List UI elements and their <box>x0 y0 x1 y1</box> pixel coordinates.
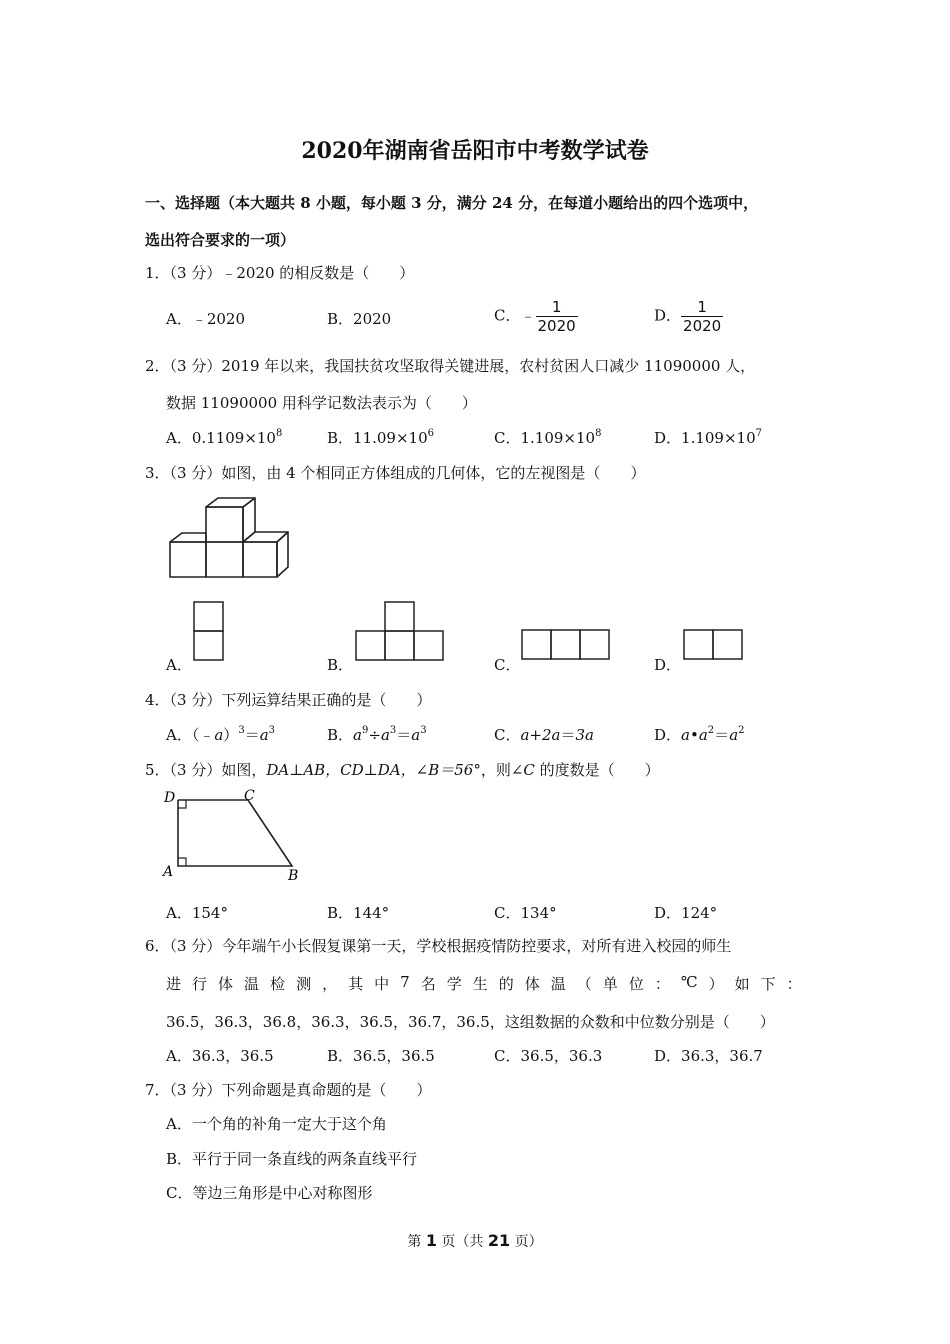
q4-option-c <box>494 724 594 745</box>
q6-stem-line3: 36.5，36.3，36.8，36.3，36.5，36.7，36.5，这组数据的众数和中位数分别是（ ） <box>166 1013 775 1031</box>
fraction-numerator: 1 <box>681 298 723 317</box>
q4-b-var2: a <box>380 726 390 744</box>
vertex-label-c: C <box>244 788 255 804</box>
q4-c-expr: a+2a <box>520 726 561 744</box>
cube-top-front-face <box>206 507 243 542</box>
q5-option-b: B．144° <box>327 904 390 922</box>
footer-page-number: 1 <box>425 1231 437 1250</box>
q5-option-a: A．154° <box>166 904 228 922</box>
q5-stem-math: DA⊥AB，CD⊥DA，∠B＝56° <box>266 761 481 779</box>
q4-a-exp1: 3 <box>238 725 245 736</box>
q7-option-b: B．平行于同一条直线的两条直线平行 <box>166 1150 418 1168</box>
vertex-label-b: B <box>288 868 299 884</box>
q4-d-pre: D． <box>654 726 682 744</box>
cube-left-top-face <box>170 533 206 542</box>
q3-option-a-figure <box>193 601 225 661</box>
q4-a-mid: ） <box>223 726 239 744</box>
q6-char: 名 <box>420 975 436 993</box>
footer-mid: 页（共 <box>436 1234 488 1250</box>
q2-option-b-text: B．11.09×10 <box>327 429 428 447</box>
vertex-label-d: D <box>164 790 176 806</box>
q2-option-c <box>494 427 601 448</box>
q4-d-eq: ＝ <box>714 726 730 744</box>
q5-stem-pre: 5．（3 分）如图， <box>145 761 267 779</box>
q1-stem: 1．（3 分）﹣2020 的相反数是（ ） <box>145 264 415 282</box>
q2-option-a <box>166 427 282 448</box>
q4-b-pre: B． <box>327 726 354 744</box>
q4-b-exp1: 9 <box>361 725 369 736</box>
q6-option-a: A．36.3，36.5 <box>166 1047 274 1065</box>
q4-d-exp3: 2 <box>738 725 745 736</box>
q6-char: 学 <box>446 975 462 993</box>
q1-option-d <box>654 298 723 335</box>
q5-stem-post: ，则∠ <box>480 761 524 779</box>
q6-char: 其 <box>348 975 364 993</box>
q6-char: 温 <box>244 975 260 993</box>
q6-char: 测 <box>296 975 312 993</box>
q4-a-var2: a <box>259 726 269 744</box>
q7-option-a: A．一个角的补角一定大于这个角 <box>166 1115 387 1133</box>
q4-option-b <box>327 724 427 745</box>
q1-option-c <box>494 298 578 335</box>
q5-stem-end: 的度数是（ ） <box>534 761 660 779</box>
q4-a-exp2: 3 <box>268 725 276 736</box>
q4-b-exp3: 3 <box>420 725 427 736</box>
q5-option-c: C．134° <box>494 904 557 922</box>
q1-option-c-label: C． <box>494 306 521 325</box>
q6-char: ， <box>322 975 338 993</box>
q1-option-a: A．﹣2020 <box>166 310 246 328</box>
q3-option-c: C． <box>494 656 521 674</box>
q6-char: 中 <box>374 975 390 993</box>
q1-option-b: B．2020 <box>327 310 392 328</box>
q3-stem: 3．（3 分）如图，由 4 个相同正方体组成的几何体，它的左视图是（ ） <box>145 464 646 482</box>
q4-a-var: a <box>214 726 224 744</box>
q4-b-eq: ＝ <box>396 726 412 744</box>
fraction-denominator: 2020 <box>537 317 576 335</box>
q1-option-c-sign: ﹣ <box>520 306 536 325</box>
cube-top-top-face <box>206 498 255 507</box>
q4-d-var2: a <box>698 726 708 744</box>
q2-option-a-text: A．0.1109×10 <box>166 429 276 447</box>
q2-stem-line2: 数据 11090000 用科学记数法表示为（ ） <box>166 394 477 412</box>
q3-cube-figure <box>160 490 300 585</box>
q6-char: 体 <box>218 975 234 993</box>
page-footer <box>0 1231 950 1251</box>
section-heading-line1: 一、选择题（本大题共 8 小题，每小题 3 分，满分 24 分，在每道小题给出的四个选项中， <box>145 194 759 212</box>
q1-option-c-fraction <box>536 298 578 335</box>
section-heading-line2: 选出符合要求的一项） <box>145 231 296 249</box>
footer-total-pages: 21 <box>487 1231 511 1250</box>
q6-stem-line2 <box>166 973 802 994</box>
q2-option-c-text: C．1.109×10 <box>494 429 596 447</box>
q6-char: 7 <box>400 973 410 991</box>
cube-left-front-face <box>170 542 206 577</box>
q4-c-eq: ＝ <box>560 726 576 744</box>
q2-option-a-exponent: 8 <box>275 428 283 439</box>
q1-option-d-fraction <box>681 298 723 335</box>
q5-stem-var: C <box>523 761 535 779</box>
cube-right-front-face <box>243 542 277 577</box>
q6-char: ： <box>786 975 802 993</box>
q6-char: ） <box>708 975 724 993</box>
q3-option-a: A． <box>166 656 192 674</box>
cube-middle-front-face <box>206 542 243 577</box>
q4-b-var: a <box>353 726 362 744</box>
q4-d-var3: a <box>729 726 739 744</box>
q6-char: 检 <box>270 975 286 993</box>
q4-d-var: a <box>681 726 690 744</box>
page-title: 2020年湖南省岳阳市中考数学试卷 <box>301 138 649 164</box>
q2-option-d <box>654 427 762 448</box>
vertex-label-a: A <box>163 864 174 880</box>
cube-top-side-face <box>243 498 255 542</box>
q2-option-d-exponent: 7 <box>755 428 762 439</box>
q4-b-exp2: 3 <box>389 725 397 736</box>
q2-stem-line1: 2．（3 分）2019 年以来，我国扶贫攻坚取得关键进展，农村贫困人口减少 11090000 人， <box>145 357 756 375</box>
q6-char: 如 <box>734 975 750 993</box>
footer-pre: 第 <box>407 1234 426 1250</box>
q3-option-b: B． <box>327 656 354 674</box>
q4-b-div: ÷ <box>368 726 381 744</box>
q6-char: 温 <box>550 975 566 993</box>
q1-option-d-label: D． <box>654 306 682 325</box>
q4-c-rhs: 3a <box>575 726 594 744</box>
q6-option-b: B．36.5，36.5 <box>327 1047 435 1065</box>
q6-char: 的 <box>498 975 514 993</box>
q6-char: 下 <box>760 975 776 993</box>
q6-char: ℃ <box>680 973 698 991</box>
q4-option-a <box>166 724 275 745</box>
q6-char: ： <box>654 975 670 993</box>
cube-right-side-face <box>277 532 288 577</box>
q4-a-pre: A．（﹣ <box>166 726 215 744</box>
fraction-numerator: 1 <box>536 298 578 317</box>
q5-stem <box>145 759 660 780</box>
footer-post: 页） <box>510 1234 543 1250</box>
q7-option-c: C．等边三角形是中心对称图形 <box>166 1184 373 1202</box>
q2-option-b-exponent: 6 <box>427 428 434 439</box>
q6-char: 进 <box>166 975 182 993</box>
q4-c-pre: C． <box>494 726 521 744</box>
q4-stem: 4．（3 分）下列运算结果正确的是（ ） <box>145 691 432 709</box>
right-angle-a <box>178 858 186 866</box>
trapezoid-outline <box>178 800 292 866</box>
q4-a-eq: ＝ <box>244 726 260 744</box>
q2-option-d-text: D．1.109×10 <box>654 429 756 447</box>
q6-char: 生 <box>472 975 488 993</box>
q4-option-d <box>654 724 745 745</box>
right-angle-d <box>178 800 186 808</box>
q6-char: （ <box>576 975 592 993</box>
q4-d-dot: • <box>689 726 699 744</box>
q6-option-d: D．36.3，36.7 <box>654 1047 763 1065</box>
q6-char: 位 <box>628 975 644 993</box>
q5-option-d: D．124° <box>654 904 718 922</box>
q2-option-b <box>327 427 434 448</box>
q6-char: 体 <box>524 975 540 993</box>
q6-char: 行 <box>192 975 208 993</box>
q6-char: 单 <box>602 975 618 993</box>
q3-option-d: D． <box>654 656 682 674</box>
q2-option-c-exponent: 8 <box>595 428 602 439</box>
q6-stem-line1: 6．（3 分）今年端午小长假复课第一天，学校根据疫情防控要求，对所有进入校园的师生 <box>145 937 732 955</box>
q7-stem: 7．（3 分）下列命题是真命题的是（ ） <box>145 1081 432 1099</box>
q4-b-var3: a <box>411 726 421 744</box>
q6-option-c: C．36.5，36.3 <box>494 1047 603 1065</box>
q5-trapezoid-figure <box>160 786 310 886</box>
q4-d-exp2: 2 <box>707 725 715 736</box>
q3-option-b-figure <box>355 601 445 661</box>
cube-right-top-face <box>243 532 288 542</box>
q3-option-c-figure <box>521 629 613 661</box>
fraction-denominator: 2020 <box>683 317 722 335</box>
q3-option-d-figure <box>683 629 745 661</box>
